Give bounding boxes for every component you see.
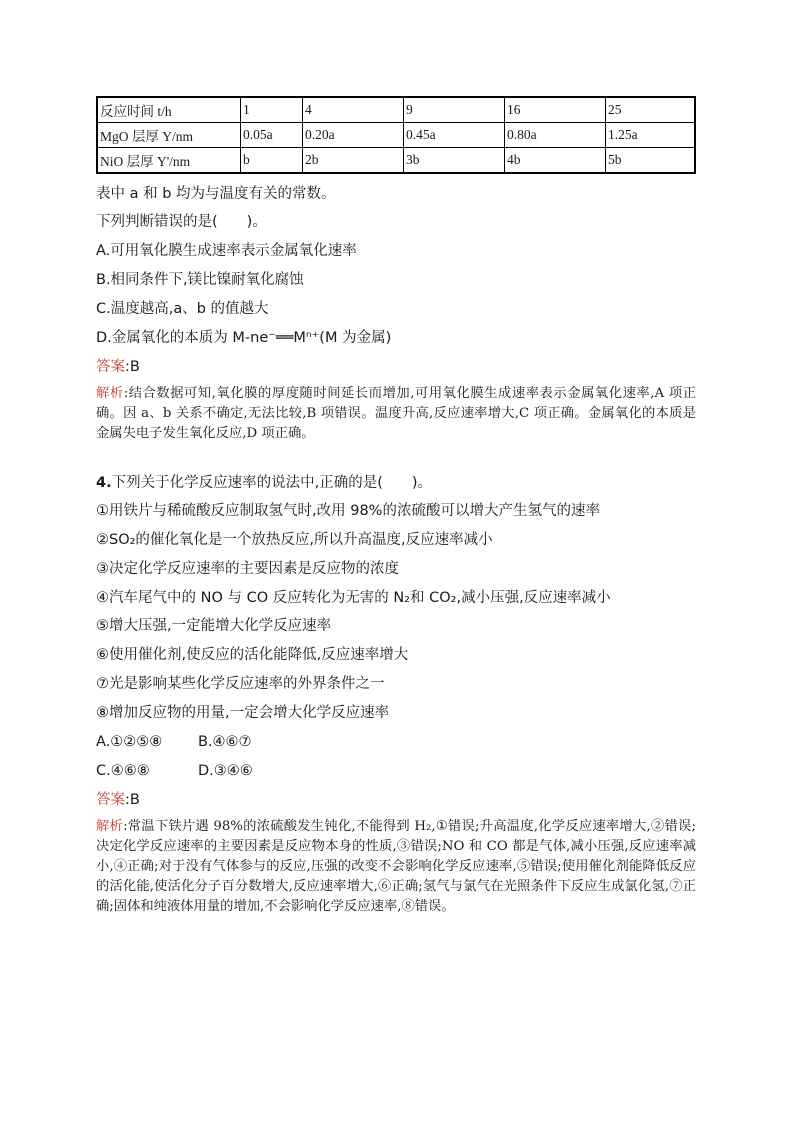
answer-label: 答案 [96, 792, 125, 808]
table-cell: 16 [505, 97, 606, 123]
list-item: ①用铁片与稀硫酸反应制取氢气时,改用 98%的浓硫酸可以增大产生氢气的速率 [96, 503, 600, 519]
table-cell: 25 [606, 97, 696, 123]
table-cell: 2b [303, 148, 404, 174]
table-note: 表中 a 和 b 均为与温度有关的常数。 [96, 186, 336, 202]
explanation [96, 817, 696, 917]
option-row [96, 732, 252, 752]
answer-line [96, 357, 140, 377]
explanation-label: 解析 [96, 819, 124, 834]
document-page [96, 96, 698, 914]
table-cell: NiO 层厚 Y'/nm [97, 148, 241, 174]
question-stem [96, 473, 432, 493]
option-d: D.③④⑥ [198, 763, 253, 779]
answer-value: :B [125, 792, 140, 808]
table-cell: 反应时间 t/h [97, 97, 241, 123]
answer-line [96, 790, 140, 810]
list-item: ③决定化学反应速率的主要因素是反应物的浓度 [96, 561, 399, 577]
table-cell: 5b [606, 148, 696, 174]
option-a: A.可用氧化膜生成速率表示金属氧化速率 [96, 243, 357, 259]
list-item: ⑤增大压强,一定能增大化学反应速率 [96, 618, 332, 634]
option-a: A.①②⑤⑧ [96, 734, 163, 750]
list-item: ②SO₂的催化氧化是一个放热反应,所以升高温度,反应速率减小 [96, 532, 493, 548]
explanation-label: 解析 [96, 386, 124, 401]
question-stem: 下列判断错误的是( )。 [96, 214, 267, 230]
table-cell: 9 [404, 97, 505, 123]
table-row [97, 123, 695, 148]
option-c: C.④⑥⑧ [96, 763, 150, 779]
table-row [97, 148, 695, 174]
table-cell: 1.25a [606, 123, 696, 148]
table-cell: 1 [241, 97, 303, 123]
explanation-text: :结合数据可知,氧化膜的厚度随时间延长而增加,可用氧化膜生成速率表示金属氧化速率,A 项正确。因 a、b 关系不确定,无法比较,B 项错误。温度升高,反应速率增大,C 项正确。金属氧化的本质是金属失电子发生氧化反应,D 项正确。 [96, 386, 696, 441]
explanation [96, 384, 696, 444]
option-d: D.金属氧化的本质为 M-ne⁻══Mⁿ⁺(M 为金属) [96, 330, 392, 346]
table-cell: 3b [404, 148, 505, 174]
list-item: ⑥使用催化剂,使反应的活化能降低,反应速率增大 [96, 647, 409, 663]
option-row [96, 761, 253, 781]
table-cell: b [241, 148, 303, 174]
option-b: B.④⑥⑦ [198, 734, 252, 750]
answer-value: :B [125, 359, 140, 375]
table-row [97, 97, 695, 123]
list-item: ⑧增加反应物的用量,一定会增大化学反应速率 [96, 705, 390, 721]
table-cell: MgO 层厚 Y/nm [97, 123, 241, 148]
question-number: 4. [96, 475, 112, 491]
list-item: ⑦光是影响某些化学反应速率的外界条件之一 [96, 676, 385, 692]
data-table [96, 96, 696, 174]
table-cell: 0.20a [303, 123, 404, 148]
table-cell: 0.45a [404, 123, 505, 148]
option-b: B.相同条件下,镁比镍耐氧化腐蚀 [96, 272, 304, 288]
question-text: 下列关于化学反应速率的说法中,正确的是( )。 [111, 475, 433, 491]
explanation-text: :常温下铁片遇 98%的浓硫酸发生钝化,不能得到 H₂,①错误;升高温度,化学反应速率增大,②错误;决定化学反应速率的主要因素是反应物本身的性质,③错误;NO 和 CO 都是气体,减小压强,反应速率减小,④正确;对于没有气体参与的反应,压强的改变不会影响化学反应速率,⑤错误;使用催化剂能降低反应的活化能,使活化分子百分数增大,反应速率增大,⑥正确;氢气与氯气在光照条件下反应生成氯化氢,⑦正确;固体和纯液体用量的增加,不会影响化学反应速率,⑧错误。 [96, 819, 697, 914]
option-c: C.温度越高,a、b 的值越大 [96, 301, 269, 317]
table-cell: 0.80a [505, 123, 606, 148]
table-cell: 4 [303, 97, 404, 123]
answer-label: 答案 [96, 359, 125, 375]
table-cell: 0.05a [241, 123, 303, 148]
list-item: ④汽车尾气中的 NO 与 CO 反应转化为无害的 N₂和 CO₂,减小压强,反应速率减小 [96, 590, 611, 606]
table-cell: 4b [505, 148, 606, 174]
